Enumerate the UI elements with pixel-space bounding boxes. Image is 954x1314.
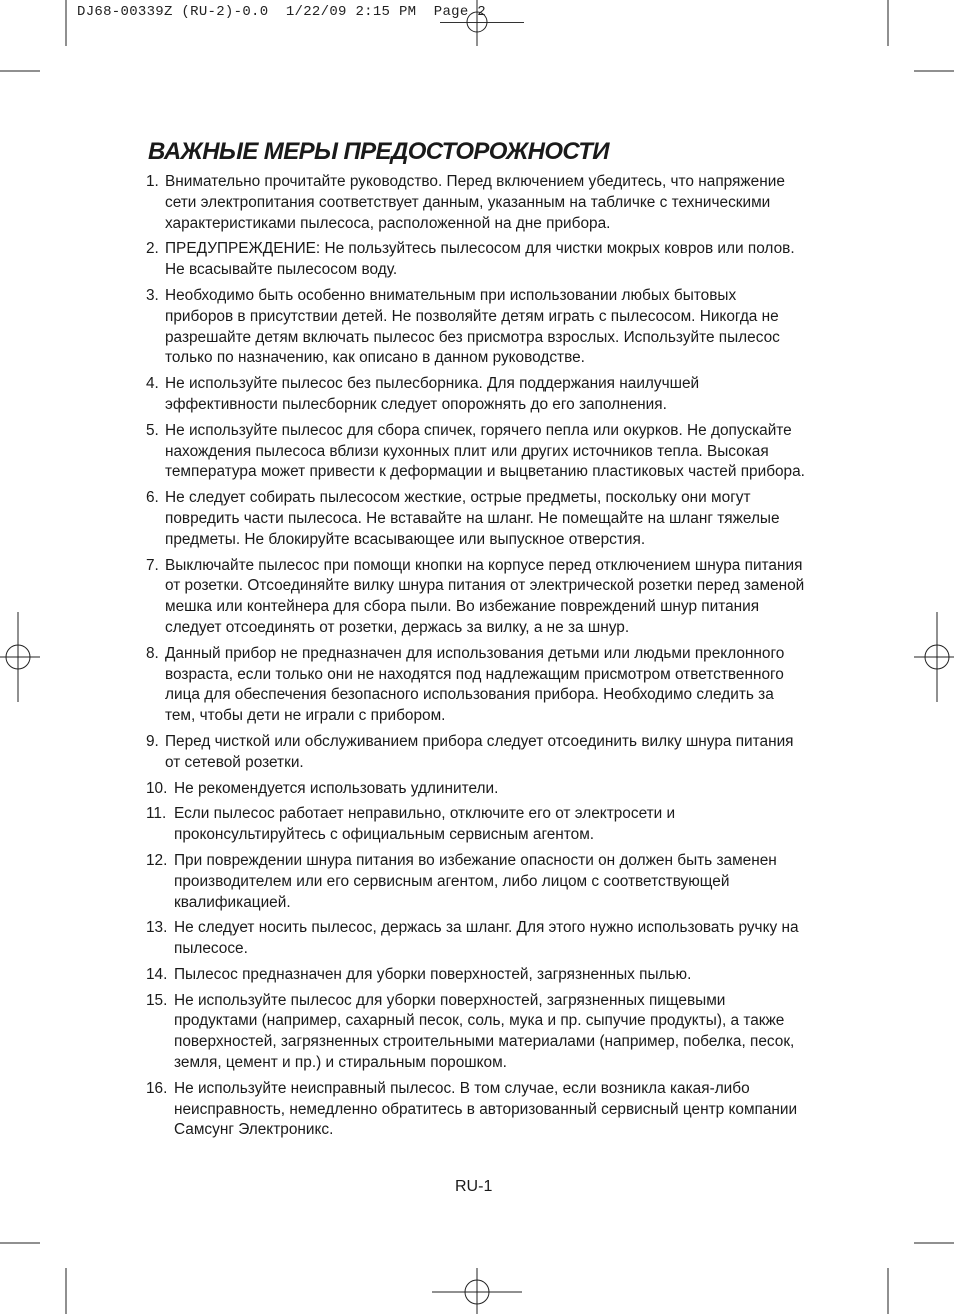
page-number: RU-1 bbox=[455, 1178, 493, 1195]
list-item bbox=[146, 421, 806, 483]
item-text: Не рекомендуется использовать удлинители. bbox=[174, 779, 499, 797]
list-item bbox=[146, 556, 806, 639]
item-text: Перед чисткой или обслуживанием прибора следует отсоединить вилку шнура питания от сетевой розетки. bbox=[165, 732, 794, 771]
item-text: Не используйте пылесос для сбора спичек, горячего пепла или окурков. Не допускайте нахождения пылесоса вблизи кухонных плит или других источников тепла. Высокая температура может привести к деформации и выцветанию пластиковых частей прибора. bbox=[165, 421, 805, 481]
item-text: Не используйте пылесос для уборки поверхностей, загрязненных пищевыми продуктами (например, сахарный песок, соль, мука и пр. сыпучие продукты), а также поверхностей, загрязненных строительными материалами (например, побелка, песок, земля, цемент и пр.) и стиральным порошком. bbox=[174, 991, 795, 1072]
item-number: 3. bbox=[146, 286, 159, 304]
item-text: Данный прибор не предназначен для использования детьми или людьми преклонного возраста, если только они не находятся под надлежащим присмотром ответственного лица для обеспечения безопасного использования прибора. Необходимо следить за тем, чтобы дети не играли с прибором. bbox=[165, 644, 785, 725]
list-item bbox=[146, 851, 806, 913]
registration-bottom-circle bbox=[465, 1280, 489, 1304]
item-number: 10. bbox=[146, 779, 168, 797]
item-number: 7. bbox=[146, 556, 159, 574]
item-text: Не используйте пылесос без пылесборника. Для поддержания наилучшей эффективности пылесборник следует опорожнять до его заполнения. bbox=[165, 375, 700, 413]
item-text: Не используйте неисправный пылесос. В том случае, если возникла какая-либо неисправность, немедленно обратитесь в авторизованный сервисный центр компании Самсунг Электроникс. bbox=[174, 1079, 798, 1139]
list-item bbox=[146, 1079, 806, 1141]
item-number: 6. bbox=[146, 489, 159, 507]
list-item bbox=[146, 644, 806, 727]
item-text: Пылесос предназначен для уборки поверхностей, загрязненных пылью. bbox=[174, 965, 692, 983]
item-number: 11. bbox=[146, 805, 167, 823]
item-text: При повреждении шнура питания во избежание опасности он должен быть заменен производителем или его сервисным агентом, либо лицом с соответствующей квалификацией. bbox=[174, 851, 777, 911]
list-item bbox=[146, 991, 806, 1074]
item-number: 4. bbox=[146, 375, 159, 393]
list-item bbox=[146, 779, 806, 800]
item-number: 2. bbox=[146, 240, 159, 258]
print-slug: DJ68-00339Z (RU-2)-0.0 1/22/09 2:15 PM Page 2 bbox=[77, 4, 486, 20]
list-item bbox=[146, 488, 806, 550]
registration-left-circle bbox=[6, 645, 30, 669]
list-item bbox=[146, 804, 806, 846]
list-item bbox=[146, 239, 806, 281]
list-item bbox=[146, 732, 806, 774]
list-item bbox=[146, 374, 806, 416]
list-item bbox=[146, 286, 806, 369]
item-number: 16. bbox=[146, 1079, 168, 1097]
item-number: 13. bbox=[146, 919, 168, 937]
slug-underline bbox=[440, 22, 524, 23]
item-text: Не следует собирать пылесосом жесткие, острые предметы, поскольку они могут повредить части пылесоса. Не вставайте на шланг. Не помещайте на шланг тяжелые предметы. Не блокируйте всасывающее или выпускное отверстия. bbox=[165, 489, 780, 548]
item-text: Выключайте пылесос при помощи кнопки на корпусе перед отключением шнура питания от розетки. Отсоединяйте вилку шнура питания от электрической розетки перед заменой мешка или контейнера для сбора пыли. Во избежание повреждений шнур питания следует отсоединять от розетки, держась за вилку, а не за шнур. bbox=[165, 556, 805, 636]
item-number: 5. bbox=[146, 421, 159, 439]
item-text: Внимательно прочитайте руководство. Перед включением убедитесь, что напряжение сети электропитания соответствует данным, указанным на табличке с техническими характеристиками пылесоса, расположенной на дне прибора. bbox=[165, 173, 785, 232]
list-item bbox=[146, 918, 806, 960]
item-number: 12. bbox=[146, 851, 168, 869]
item-number: 15. bbox=[146, 991, 168, 1009]
list-item bbox=[146, 965, 806, 986]
registration-right-circle bbox=[925, 645, 949, 669]
list-item bbox=[146, 172, 806, 234]
item-text: Не следует носить пылесос, держась за шланг. Для этого нужно использовать ручку на пылесосе. bbox=[174, 919, 799, 958]
item-number: 14. bbox=[146, 965, 168, 983]
page-title: ВАЖНЫЕ МЕРЫ ПРЕДОСТОРОЖНОСТИ bbox=[148, 138, 609, 165]
item-number: 1. bbox=[146, 173, 159, 190]
item-text: Если пылесос работает неправильно, отключите его от электросети и проконсультируйтесь с официальным сервисным агентом. bbox=[174, 805, 676, 844]
precautions-list bbox=[146, 172, 806, 1146]
item-text: Необходимо быть особенно внимательным при использовании любых бытовых приборов в присутствии детей. Не позволяйте детям играть с пылесосом. Никогда не разрешайте детям включать пылесос без присмотра взрослых. Используйте пылесос только по назначению, как описано в данном руководстве. bbox=[165, 286, 780, 367]
item-number: 8. bbox=[146, 644, 159, 662]
item-text: ПРЕДУПРЕЖДЕНИЕ: Не пользуйтесь пылесосом для чистки мокрых ковров или полов. Не всасывайте пылесосом воду. bbox=[165, 240, 795, 279]
item-number: 9. bbox=[146, 732, 159, 750]
